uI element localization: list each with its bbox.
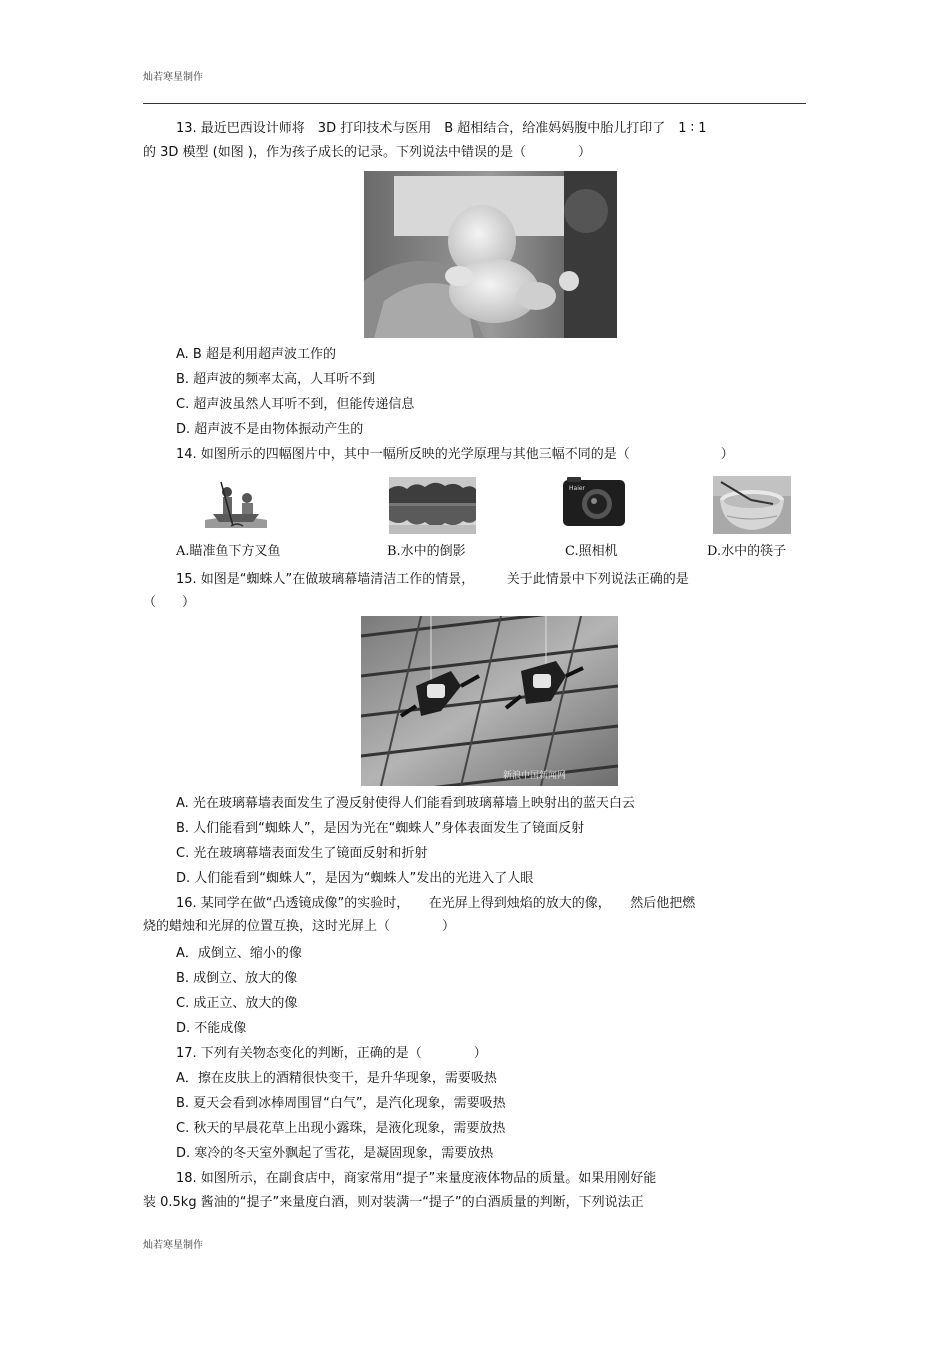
q15-photo-watermark: 新浪中国新闻网 (503, 771, 567, 781)
q13-option-d: D. 超声波不是由物体振动产生的 (176, 422, 364, 437)
q15-spiderman-window-cleaners-photo (361, 616, 618, 786)
q15-option-b: B. 人们能看到“蜘蛛人”，是因为光在“蜘蛛人”身体表面发生了镜面反射 (176, 821, 585, 836)
q15-option-a: A. 光在玻璃幕墙表面发生了漫反射使得人们能看到玻璃幕墙上映射出的蓝天白云 (176, 796, 635, 811)
q16-stem-line1: 16. 某同学在做“凸透镜成像”的实验时， 在光屏上得到烛焰的放大的像， 然后他把燃 (176, 896, 696, 911)
q13-option-c: C. 超声波虽然人耳听不到，但能传递信息 (176, 397, 415, 412)
page-footer: 灿若寒星制作 (143, 1240, 203, 1251)
q14-water-reflection-photo (389, 477, 476, 534)
q14-chopsticks-in-water-photo (713, 476, 791, 534)
q13-stem-line1: 13. 最近巴西设计师将 3D 打印技术与医用 B 超相结合，给准妈妈腹中胎儿打印了 1 ∶ 1 (176, 121, 707, 136)
q16-option-d: D. 不能成像 (176, 1021, 247, 1036)
q14-caption-a: A.瞄准鱼下方叉鱼 (176, 544, 281, 559)
q14-fish-spearing-picture (203, 474, 269, 532)
q16-option-c: C. 成正立、放大的像 (176, 996, 298, 1011)
q16-stem-line2: 烧的蜡烛和光屏的位置互换，这时光屏上（ ） (143, 919, 456, 934)
q14-caption-d: D.水中的筷子 (707, 544, 787, 559)
q15-stem-line1: 15. 如图是“蜘蛛人”在做玻璃幕墙清洁工作的情景， 关于此情景中下列说法正确的是 (176, 572, 689, 587)
page-header: 灿若寒星制作 (143, 72, 203, 83)
q17-stem-line1: 17. 下列有关物态变化的判断，正确的是（ ） (176, 1046, 487, 1061)
q17-option-c: C. 秋天的早晨花草上出现小露珠，是液化现象，需要放热 (176, 1121, 506, 1136)
q13-option-a: A. B 超是利用超声波工作的 (176, 347, 336, 362)
q15-option-c: C. 光在玻璃幕墙表面发生了镜面反射和折射 (176, 846, 428, 861)
q18-stem-line1: 18. 如图所示，在副食店中，商家常用“提子”来量度液体物品的质量。如果用刚好能 (176, 1171, 657, 1186)
q18-stem-line2: 装 0.5kg 酱油的“提子”来量度白酒，则对装满一“提子”的白酒质量的判断，下列说法正 (143, 1195, 644, 1210)
q14-stem-line1: 14. 如图所示的四幅图片中，其中一幅所反映的光学原理与其他三幅不同的是（ ） (176, 447, 734, 462)
header-rule (143, 103, 806, 104)
q13-option-b: B. 超声波的频率太高，人耳听不到 (176, 372, 376, 387)
q17-option-d: D. 寒冷的冬天室外飘起了雪花，是凝固现象，需要放热 (176, 1146, 494, 1161)
q15-stem-line2: （ ） (143, 595, 196, 610)
q14-caption-c: C.照相机 (565, 544, 618, 559)
q16-option-b: B. 成倒立、放大的像 (176, 971, 298, 986)
q13-stem-line2: 的 3D 模型 (如图 )，作为孩子成长的记录。下列说法中错误的是（ ） (143, 145, 591, 160)
q16-option-a: A．成倒立、缩小的像 (176, 946, 302, 961)
q17-option-a: A．擦在皮肤上的酒精很快变干，是升华现象，需要吸热 (176, 1071, 497, 1086)
camera-brand-label: Haier (569, 485, 586, 492)
q17-option-b: B. 夏天会看到冰棒周围冒“白气”，是汽化现象，需要吸热 (176, 1096, 506, 1111)
q14-caption-b: B.水中的倒影 (387, 544, 466, 559)
q14-camera-photo (561, 474, 627, 532)
q15-option-d: D. 人们能看到“蜘蛛人”，是因为“蜘蛛人”发出的光进入了人眼 (176, 871, 534, 886)
q13-fetus-model-photo (364, 171, 617, 338)
